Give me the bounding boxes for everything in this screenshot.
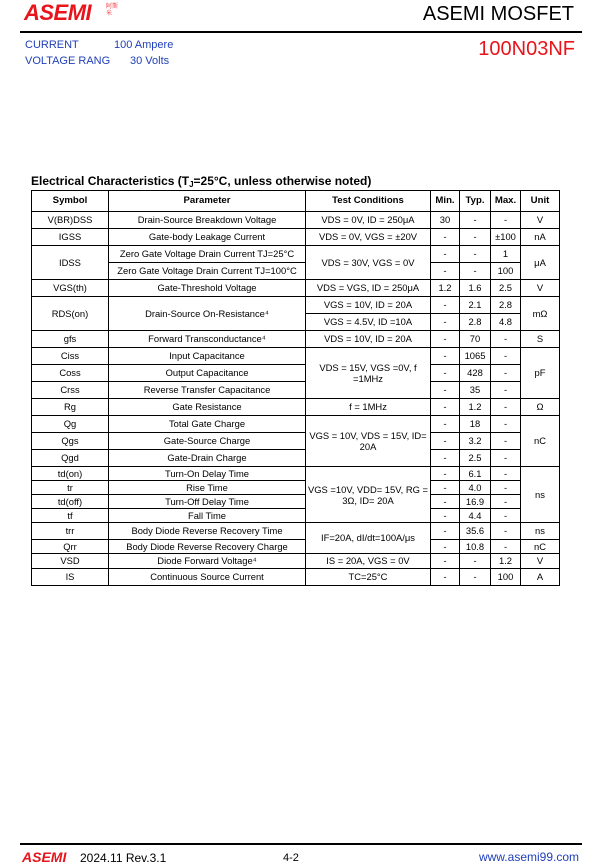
max-cell: ±100 — [491, 229, 521, 246]
min-cell: - — [431, 450, 460, 467]
min-cell: - — [431, 314, 460, 331]
voltage-spec — [25, 54, 170, 68]
symbol-cell: gfs — [32, 331, 109, 348]
max-cell: 100 — [491, 263, 521, 280]
symbol-cell: VGS(th) — [32, 280, 109, 297]
condition-cell: f = 1MHz — [306, 399, 431, 416]
min-cell: - — [431, 365, 460, 382]
typ-cell: 6.1 — [460, 467, 491, 481]
parameter-cell: Continuous Source Current — [109, 569, 306, 586]
condition-cell: VDS = 0V, VGS = ±20V — [306, 229, 431, 246]
logo-chinese-mark: 阿斯米 — [106, 4, 119, 17]
revision-label: 2024.11 Rev.3.1 — [80, 851, 167, 865]
typ-cell: 1065 — [460, 348, 491, 365]
min-cell: - — [431, 569, 460, 586]
condition-cell: VDS = 0V, ID = 250μA — [306, 212, 431, 229]
typ-cell: 4.4 — [460, 509, 491, 523]
min-cell: - — [431, 297, 460, 314]
max-cell: - — [491, 467, 521, 481]
min-cell: - — [431, 433, 460, 450]
table-row — [32, 212, 560, 229]
parameter-cell: Gate-Threshold Voltage — [109, 280, 306, 297]
max-cell: - — [491, 540, 521, 554]
symbol-cell: IGSS — [32, 229, 109, 246]
max-cell: - — [491, 509, 521, 523]
unit-cell: pF — [521, 348, 560, 399]
table-row — [32, 246, 560, 263]
symbol-cell: Ciss — [32, 348, 109, 365]
table-header-row — [32, 191, 560, 212]
unit-cell: Ω — [521, 399, 560, 416]
max-cell: - — [491, 523, 521, 540]
condition-cell: VGS = 10V, ID = 20A — [306, 297, 431, 314]
unit-cell: mΩ — [521, 297, 560, 331]
symbol-cell: Qrr — [32, 540, 109, 554]
max-cell: 2.5 — [491, 280, 521, 297]
symbol-cell: IDSS — [32, 246, 109, 280]
min-cell: - — [431, 229, 460, 246]
parameter-cell: Rise Time — [109, 481, 306, 495]
voltage-label: VOLTAGE RANG — [25, 55, 111, 67]
condition-cell: TC=25°C — [306, 569, 431, 586]
symbol-cell: V(BR)DSS — [32, 212, 109, 229]
max-cell: 1 — [491, 246, 521, 263]
condition-cell: VGS =10V, VDD= 15V, RG = 3Ω, ID= 20A — [306, 467, 431, 523]
table-row — [32, 481, 560, 495]
table-row — [32, 280, 560, 297]
parameter-cell: Total Gate Charge — [109, 416, 306, 433]
max-cell: - — [491, 399, 521, 416]
unit-cell: V — [521, 554, 560, 569]
symbol-cell: td(off) — [32, 495, 109, 509]
max-cell: - — [491, 433, 521, 450]
header-unit: Unit — [521, 191, 560, 212]
table-row — [32, 365, 560, 382]
parameter-cell: Input Capacitance — [109, 348, 306, 365]
parameter-cell: Reverse Transfer Capacitance — [109, 382, 306, 399]
typ-cell: - — [460, 212, 491, 229]
header-divider — [20, 31, 582, 33]
min-cell: - — [431, 509, 460, 523]
symbol-cell: Qgs — [32, 433, 109, 450]
typ-cell: 2.8 — [460, 314, 491, 331]
min-cell: - — [431, 523, 460, 540]
unit-cell: ns — [521, 467, 560, 523]
min-cell: - — [431, 495, 460, 509]
unit-cell: V — [521, 212, 560, 229]
condition-cell: VDS = 15V, VGS =0V, f =1MHz — [306, 348, 431, 399]
condition-cell: VDS = VGS, ID = 250μA — [306, 280, 431, 297]
parameter-cell: Body Diode Reverse Recovery Time — [109, 523, 306, 540]
condition-cell: VGS = 4.5V, ID =10A — [306, 314, 431, 331]
typ-cell: 16.9 — [460, 495, 491, 509]
min-cell: 1.2 — [431, 280, 460, 297]
typ-cell: - — [460, 246, 491, 263]
parameter-cell: Gate-Source Charge — [109, 433, 306, 450]
table-row — [32, 523, 560, 540]
table-row — [32, 509, 560, 523]
footer-divider — [20, 843, 582, 845]
typ-cell: 428 — [460, 365, 491, 382]
voltage-value: 30 Volts — [130, 55, 170, 67]
current-value: 100 Ampere — [114, 39, 174, 51]
header-symbol: Symbol — [32, 191, 109, 212]
typ-cell: 4.0 — [460, 481, 491, 495]
max-cell: 2.8 — [491, 297, 521, 314]
max-cell: - — [491, 365, 521, 382]
website-link[interactable]: www.asemi99.com — [478, 850, 579, 864]
parameter-cell: Drain-Source On-Resistance⁴ — [109, 297, 306, 331]
header-min: Min. — [431, 191, 460, 212]
header-parameter: Parameter — [109, 191, 306, 212]
condition-cell: IF=20A, dI/dt=100A/μs — [306, 523, 431, 554]
brand-title: ASEMI MOSFET — [422, 3, 574, 25]
symbol-cell: IS — [32, 569, 109, 586]
symbol-cell: Qg — [32, 416, 109, 433]
unit-cell: nC — [521, 540, 560, 554]
table-row — [32, 554, 560, 569]
condition-cell: VDS = 30V, VGS = 0V — [306, 246, 431, 280]
typ-cell: - — [460, 229, 491, 246]
page-number: 4-2 — [283, 852, 299, 864]
min-cell: - — [431, 481, 460, 495]
max-cell: - — [491, 416, 521, 433]
condition-cell: VDS = 10V, ID = 20A — [306, 331, 431, 348]
parameter-cell: Fall Time — [109, 509, 306, 523]
min-cell: - — [431, 263, 460, 280]
table-row — [32, 263, 560, 280]
typ-cell: - — [460, 554, 491, 569]
parameter-cell: Turn-Off Delay Time — [109, 495, 306, 509]
symbol-cell: Qgd — [32, 450, 109, 467]
min-cell: - — [431, 382, 460, 399]
symbol-cell: RDS(on) — [32, 297, 109, 331]
unit-cell: nA — [521, 229, 560, 246]
parameter-cell: Gate Resistance — [109, 399, 306, 416]
max-cell: - — [491, 495, 521, 509]
table-row — [32, 495, 560, 509]
typ-cell: 1.6 — [460, 280, 491, 297]
min-cell: - — [431, 540, 460, 554]
max-cell: - — [491, 348, 521, 365]
part-number: 100N03NF — [478, 38, 575, 60]
min-cell: 30 — [431, 212, 460, 229]
typ-cell: 1.2 — [460, 399, 491, 416]
max-cell: 1.2 — [491, 554, 521, 569]
parameter-cell: Zero Gate Voltage Drain Current TJ=25°C — [109, 246, 306, 263]
max-cell: - — [491, 481, 521, 495]
header-max: Max. — [491, 191, 521, 212]
unit-cell: S — [521, 331, 560, 348]
typ-cell: - — [460, 569, 491, 586]
max-cell: - — [491, 212, 521, 229]
table-row — [32, 399, 560, 416]
symbol-cell: trr — [32, 523, 109, 540]
parameter-cell: Diode Forward Voltage⁴ — [109, 554, 306, 569]
logo-wordmark: ASEMI — [24, 0, 92, 25]
table-row — [32, 229, 560, 246]
unit-cell: V — [521, 280, 560, 297]
table-row — [32, 382, 560, 399]
typ-cell: 2.5 — [460, 450, 491, 467]
table-row — [32, 450, 560, 467]
table-row — [32, 540, 560, 554]
max-cell: - — [491, 450, 521, 467]
symbol-cell: tr — [32, 481, 109, 495]
parameter-cell: Gate-Drain Charge — [109, 450, 306, 467]
parameter-cell: Body Diode Reverse Recovery Charge — [109, 540, 306, 554]
table-row — [32, 569, 560, 586]
typ-cell: 3.2 — [460, 433, 491, 450]
table-title: Electrical Characteristics ($T_J=25^\circ C$, unless otherwise noted) — [31, 174, 372, 189]
parameter-cell: Gate-body Leakage Current — [109, 229, 306, 246]
unit-cell: ns — [521, 523, 560, 540]
typ-cell: 35 — [460, 382, 491, 399]
min-cell: - — [431, 416, 460, 433]
symbol-cell: VSD — [32, 554, 109, 569]
max-cell: 4.8 — [491, 314, 521, 331]
max-cell: - — [491, 382, 521, 399]
parameter-cell: Output Capacitance — [109, 365, 306, 382]
symbol-cell: Rg — [32, 399, 109, 416]
table-row — [32, 348, 560, 365]
min-cell: - — [431, 348, 460, 365]
parameter-cell: Zero Gate Voltage Drain Current TJ=100°C — [109, 263, 306, 280]
table-row — [32, 331, 560, 348]
current-label: CURRENT — [25, 39, 79, 51]
unit-cell: nC — [521, 416, 560, 467]
unit-cell: A — [521, 569, 560, 586]
condition-cell: IS = 20A, VGS = 0V — [306, 554, 431, 569]
table-row — [32, 467, 560, 481]
table-row — [32, 433, 560, 450]
symbol-cell: Coss — [32, 365, 109, 382]
symbol-cell: tf — [32, 509, 109, 523]
table-row — [32, 416, 560, 433]
min-cell: - — [431, 554, 460, 569]
condition-cell: VGS = 10V, VDS = 15V, ID= 20A — [306, 416, 431, 467]
max-cell: 100 — [491, 569, 521, 586]
symbol-cell: Crss — [32, 382, 109, 399]
header-conditions: Test Conditions — [306, 191, 431, 212]
table-row — [32, 297, 560, 314]
min-cell: - — [431, 467, 460, 481]
header-typ: Typ. — [460, 191, 491, 212]
typ-cell: 18 — [460, 416, 491, 433]
parameter-cell: Forward Transconductance⁴ — [109, 331, 306, 348]
min-cell: - — [431, 246, 460, 263]
typ-cell: - — [460, 263, 491, 280]
symbol-cell: td(on) — [32, 467, 109, 481]
current-spec — [25, 38, 174, 52]
typ-cell: 2.1 — [460, 297, 491, 314]
min-cell: - — [431, 399, 460, 416]
unit-cell: μA — [521, 246, 560, 280]
parameter-cell: Drain-Source Breakdown Voltage — [109, 212, 306, 229]
footer-logo: ASEMI — [22, 849, 67, 865]
electrical-characteristics-table — [31, 190, 560, 586]
max-cell: - — [491, 331, 521, 348]
typ-cell: 10.8 — [460, 540, 491, 554]
min-cell: - — [431, 331, 460, 348]
parameter-cell: Turn-On Delay Time — [109, 467, 306, 481]
typ-cell: 70 — [460, 331, 491, 348]
typ-cell: 35.6 — [460, 523, 491, 540]
